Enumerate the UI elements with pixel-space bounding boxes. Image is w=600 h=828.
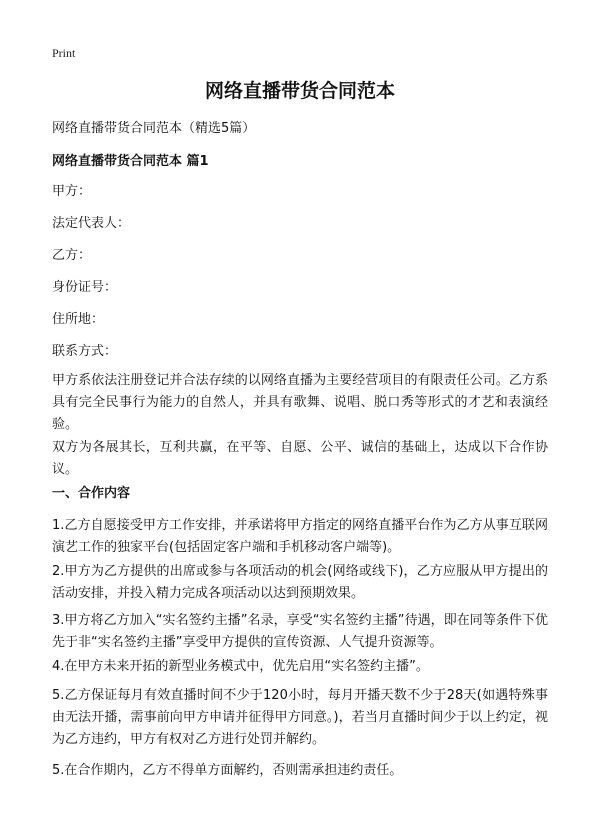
clause-paragraph: 4.在甲方未来开拓的新型业务模式中，优先启用“实名签约主播”。 [52, 659, 429, 674]
clause-paragraph: 3.甲方将乙方加入“实名签约主播”名录，享受“实名签约主播”待遇，即在同等条件下优先于非“实名签约主播”享受甲方提供的宣传资源、人气提升资源等。 [52, 613, 548, 650]
clause-paragraph: 1.乙方自愿接受甲方工作安排，并承诺将甲方指定的网络直播平台作为乙方从事互联网演艺工作的独家平台(包括固定客户端和手机移动客户端等)。 [52, 518, 548, 555]
intro-paragraph: 双方为各展其长，互利共赢，在平等、自愿、公平、诚信的基础上，达成以下合作协议。 [52, 440, 548, 477]
intro-paragraph: 甲方系依法注册登记并合法存续的以网络直播为主要经营项目的有限责任公司。乙方系具有完全民事行为能力的自然人，并具有歌舞、说唱、脱口秀等形式的才艺和表演经验。 [52, 373, 548, 432]
document-subtitle: 网络直播带货合同范本（精选5篇） [52, 121, 256, 136]
heading-cooperation-content: 一、合作内容 [52, 486, 131, 501]
field-party-b: 乙方： [52, 248, 92, 263]
clause-paragraph: 5.在合作期内，乙方不得单方面解约，否则需承担违约责任。 [52, 763, 403, 778]
document-title: 网络直播带货合同范本 [204, 80, 395, 102]
field-legal-representative: 法定代表人： [52, 216, 131, 231]
field-party-a: 甲方： [52, 184, 92, 199]
field-id-number: 身份证号： [52, 280, 118, 295]
clause-paragraph: 2.甲方为乙方提供的出席或参与各项活动的机会(网络或线下)，乙方应服从甲方提出的活动安排，并投入精力完成各项活动以达到预期效果。 [52, 564, 548, 601]
field-address: 住所地： [52, 312, 105, 327]
field-contact: 联系方式： [52, 344, 118, 359]
print-link[interactable]: Print [52, 46, 76, 60]
section-title: 网络直播带货合同范本 篇1 [52, 154, 209, 169]
clause-paragraph: 5.乙方保证每月有效直播时间不少于120小时，每月开播天数不少于28天(如遇特殊事由无法开播，需事前向甲方申请并征得甲方同意。)，若当月直播时间少于以上约定，视为乙方违约，甲方有权对乙方进行处罚并解约。 [52, 688, 548, 747]
